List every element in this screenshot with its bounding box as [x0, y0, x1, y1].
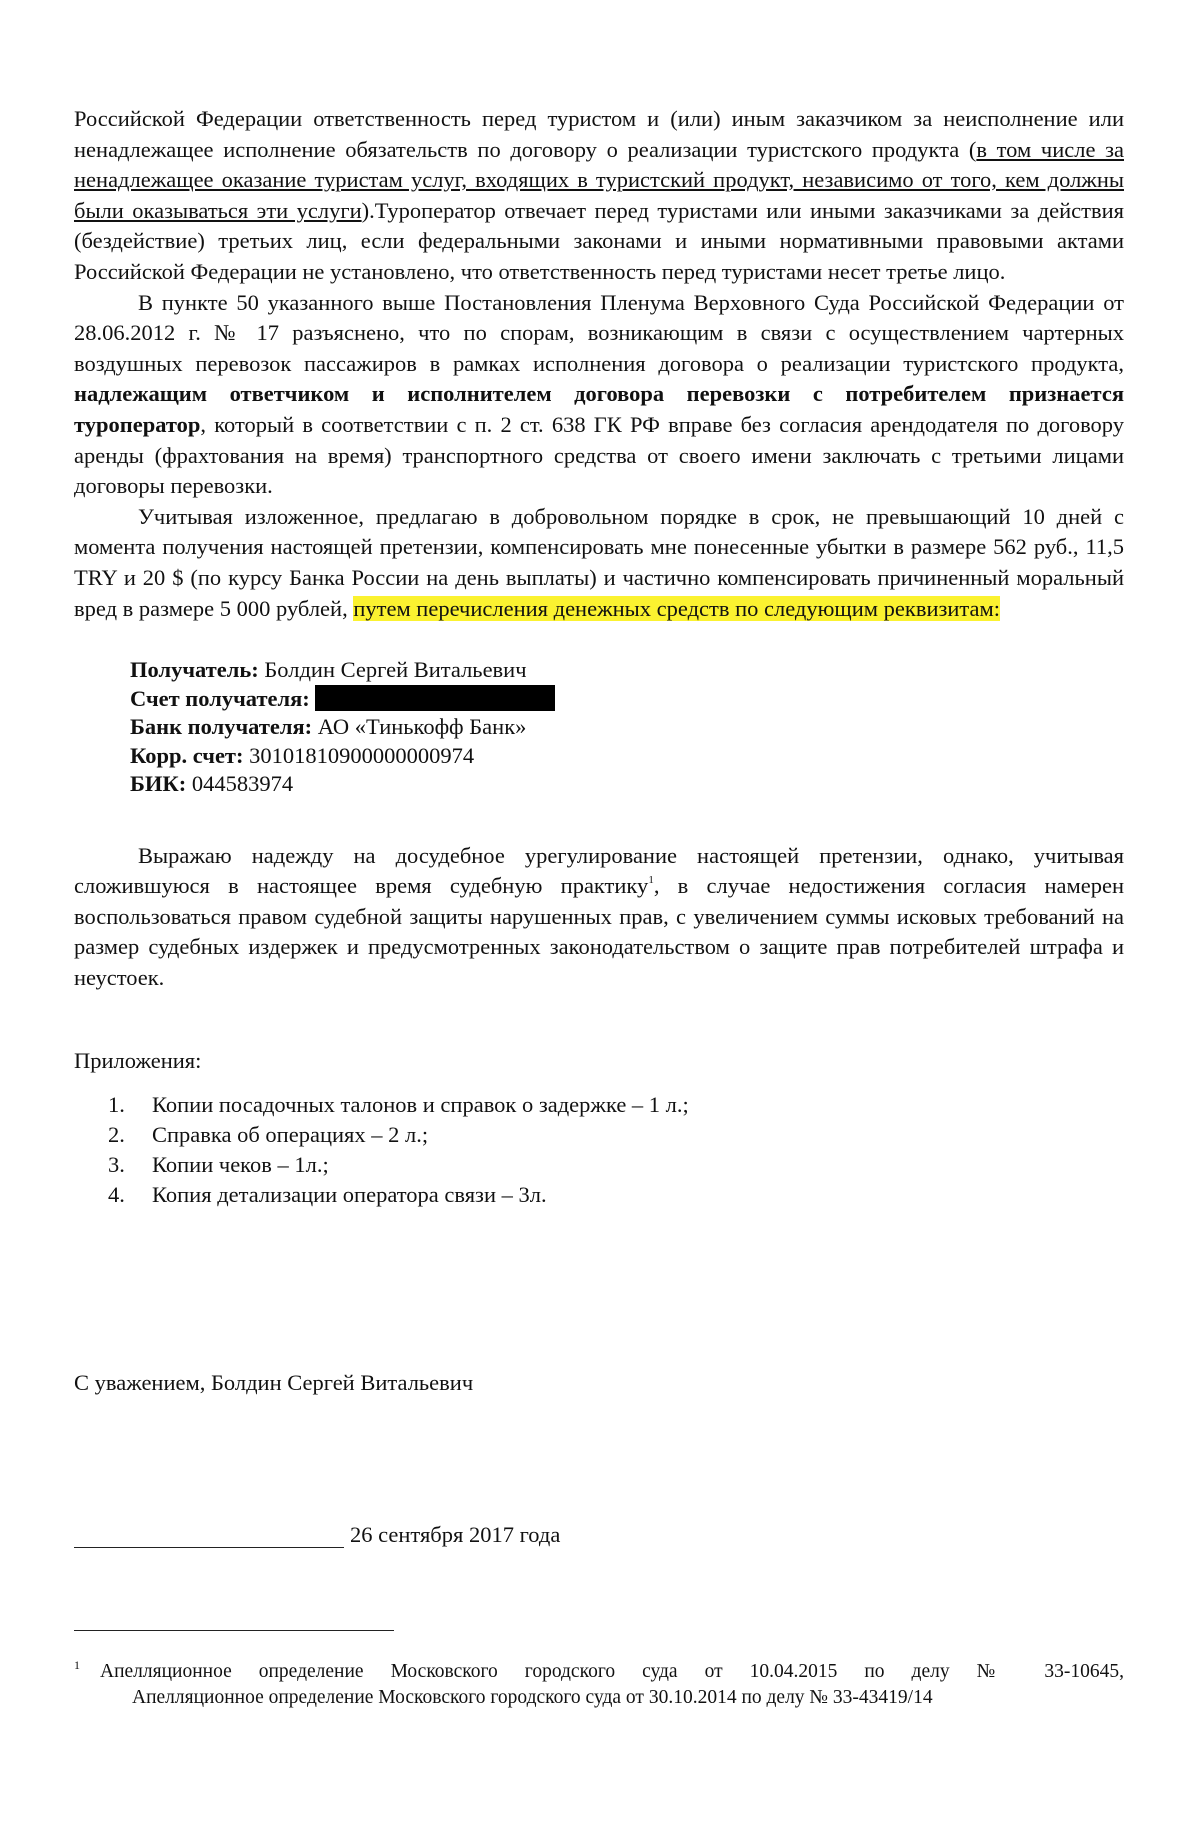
account-label: Счет получателя: [130, 685, 310, 711]
annex-item-number: 4. [108, 1181, 125, 1207]
footnote-mark: 1 [74, 1658, 80, 1672]
annex-item-text: Копии посадочных талонов и справок о задержке – 1 л.; [152, 1091, 689, 1117]
paragraph-plenum [74, 288, 1124, 502]
paragraph-plenum-text-1: В пункте 50 указанного выше Постановления Пленума Верховного Суда Российской Федерации от 28.06.2012 г. № 17 разъяснено, что по спорам, возникающим в связи с осуществлением чартерных воздушных перевозок пассажиров в рамках исполнения договора о реализации туристского продукта, [74, 289, 1124, 376]
bank-value: АО «Тинькофф Банк» [312, 714, 527, 740]
footnote-divider [74, 1630, 394, 1631]
footnote-reference: 1 [648, 874, 654, 887]
bik-value: 044583974 [186, 771, 294, 797]
bank-label: Банк получателя: [130, 714, 313, 740]
paragraph-liability-text-2: ).Туроператор отвечает перед туристами или иными заказчиками за действия (бездействие) третьих лиц, если федеральными законами и иными нормативными правовыми актами Российской Федерации не установлено, что ответственность перед туристами несет третье лицо. [74, 197, 1124, 284]
annex-item-text: Справка об операциях – 2 л.; [152, 1121, 429, 1147]
closing-regards: С уважением, Болдин Сергей Витальевич [74, 1370, 474, 1395]
annex-item-text: Копия детализации оператора связи – 3л. [152, 1181, 547, 1207]
requisite-bik [130, 770, 1124, 799]
footnote [74, 1652, 1124, 1711]
redacted-account-number [315, 685, 555, 711]
list-item [108, 1180, 1124, 1210]
list-item [108, 1150, 1124, 1180]
recipient-label: Получатель: [130, 657, 259, 683]
paragraph-liability-underlined: в том числе за ненадлежащее оказание туристам услуг, входящих в туристский продукт, независимо от того, кем должны были оказываться эти услуги [74, 136, 1124, 223]
annex-list [108, 1090, 1124, 1210]
footnote-line-1 [74, 1652, 1124, 1685]
paragraph-plenum-text-2: , который в соответствии с п. 2 ст. 638 ГК РФ вправе без согласия арендодателя по договору аренды (фрахтования на время) транспортного средства от своего имени заключать с третьими лицами договоры перевозки. [74, 411, 1124, 499]
signature-line [74, 1522, 560, 1548]
corr-label: Корр. счет: [130, 742, 244, 768]
paragraph-demand [74, 502, 1124, 624]
requisite-corr-account [130, 742, 1124, 771]
paragraph-pretrial [74, 841, 1124, 994]
corr-value: 30101810900000000974 [243, 742, 475, 768]
paragraph-demand-highlight: путем перечисления денежных средств по следующим реквизитам: [353, 595, 1001, 621]
footnote-text-1: Апелляционное определение Московского городского суда от 10.04.2015 по делу № 33-10645, [100, 1661, 1124, 1682]
bank-requisites [130, 656, 1124, 799]
annex-item-number: 2. [108, 1121, 125, 1147]
paragraph-pretrial-text-2: , в случае недостижения согласия намерен воспользоваться правом судебной защиты нарушенных прав, с увеличением суммы исковых требований на размер судебных издержек и предусмотренных законодательством о защите прав потребителей штрафа и неустоек. [74, 873, 1124, 990]
bik-label: БИК: [130, 771, 187, 797]
document-body [74, 104, 1124, 1210]
requisite-account [130, 685, 1124, 714]
annex-item-number: 3. [108, 1151, 125, 1177]
footnote-line-2: Апелляционное определение Московского городского суда от 30.10.2014 по делу № 33-43419/14 [132, 1687, 933, 1708]
paragraph-liability [74, 104, 1124, 288]
requisite-bank [130, 713, 1124, 742]
annex-title: Приложения: [74, 1047, 202, 1073]
list-item [108, 1120, 1124, 1150]
paragraph-demand-text: Учитывая изложенное, предлагаю в добровольном порядке в срок, не превышающий 10 дней с момента получения настоящей претензии, компенсировать мне понесенные убытки в размере 562 руб., 11,5 TRY и 20 $ (по курсу Банка России на день выплаты) и частично компенсировать причиненный моральный вред в размере 5 000 рублей, [74, 503, 1124, 621]
paragraph-pretrial-text-1: Выражаю надежду на досудебное урегулирование настоящей претензии, однако, учитывая сложившуюся в настоящее время судебную практику [74, 842, 1124, 899]
list-item [108, 1090, 1124, 1120]
document-date: 26 сентября 2017 года [350, 1522, 561, 1547]
requisite-recipient [130, 656, 1124, 685]
paragraph-liability-text-1: Российской Федерации ответственность перед туристом и (или) иным заказчиком за неисполнение или ненадлежащее исполнение обязательств по договору о реализации туристского продукта ( [74, 106, 1124, 162]
recipient-value: Болдин Сергей Витальевич [258, 657, 527, 683]
signature-blank [74, 1523, 344, 1548]
annex-item-text: Копии чеков – 1л.; [152, 1151, 329, 1177]
paragraph-plenum-bold: надлежащим ответчиком и исполнителем договора перевозки с потребителем признается туроператор [74, 381, 1124, 437]
annex-item-number: 1. [108, 1091, 125, 1117]
